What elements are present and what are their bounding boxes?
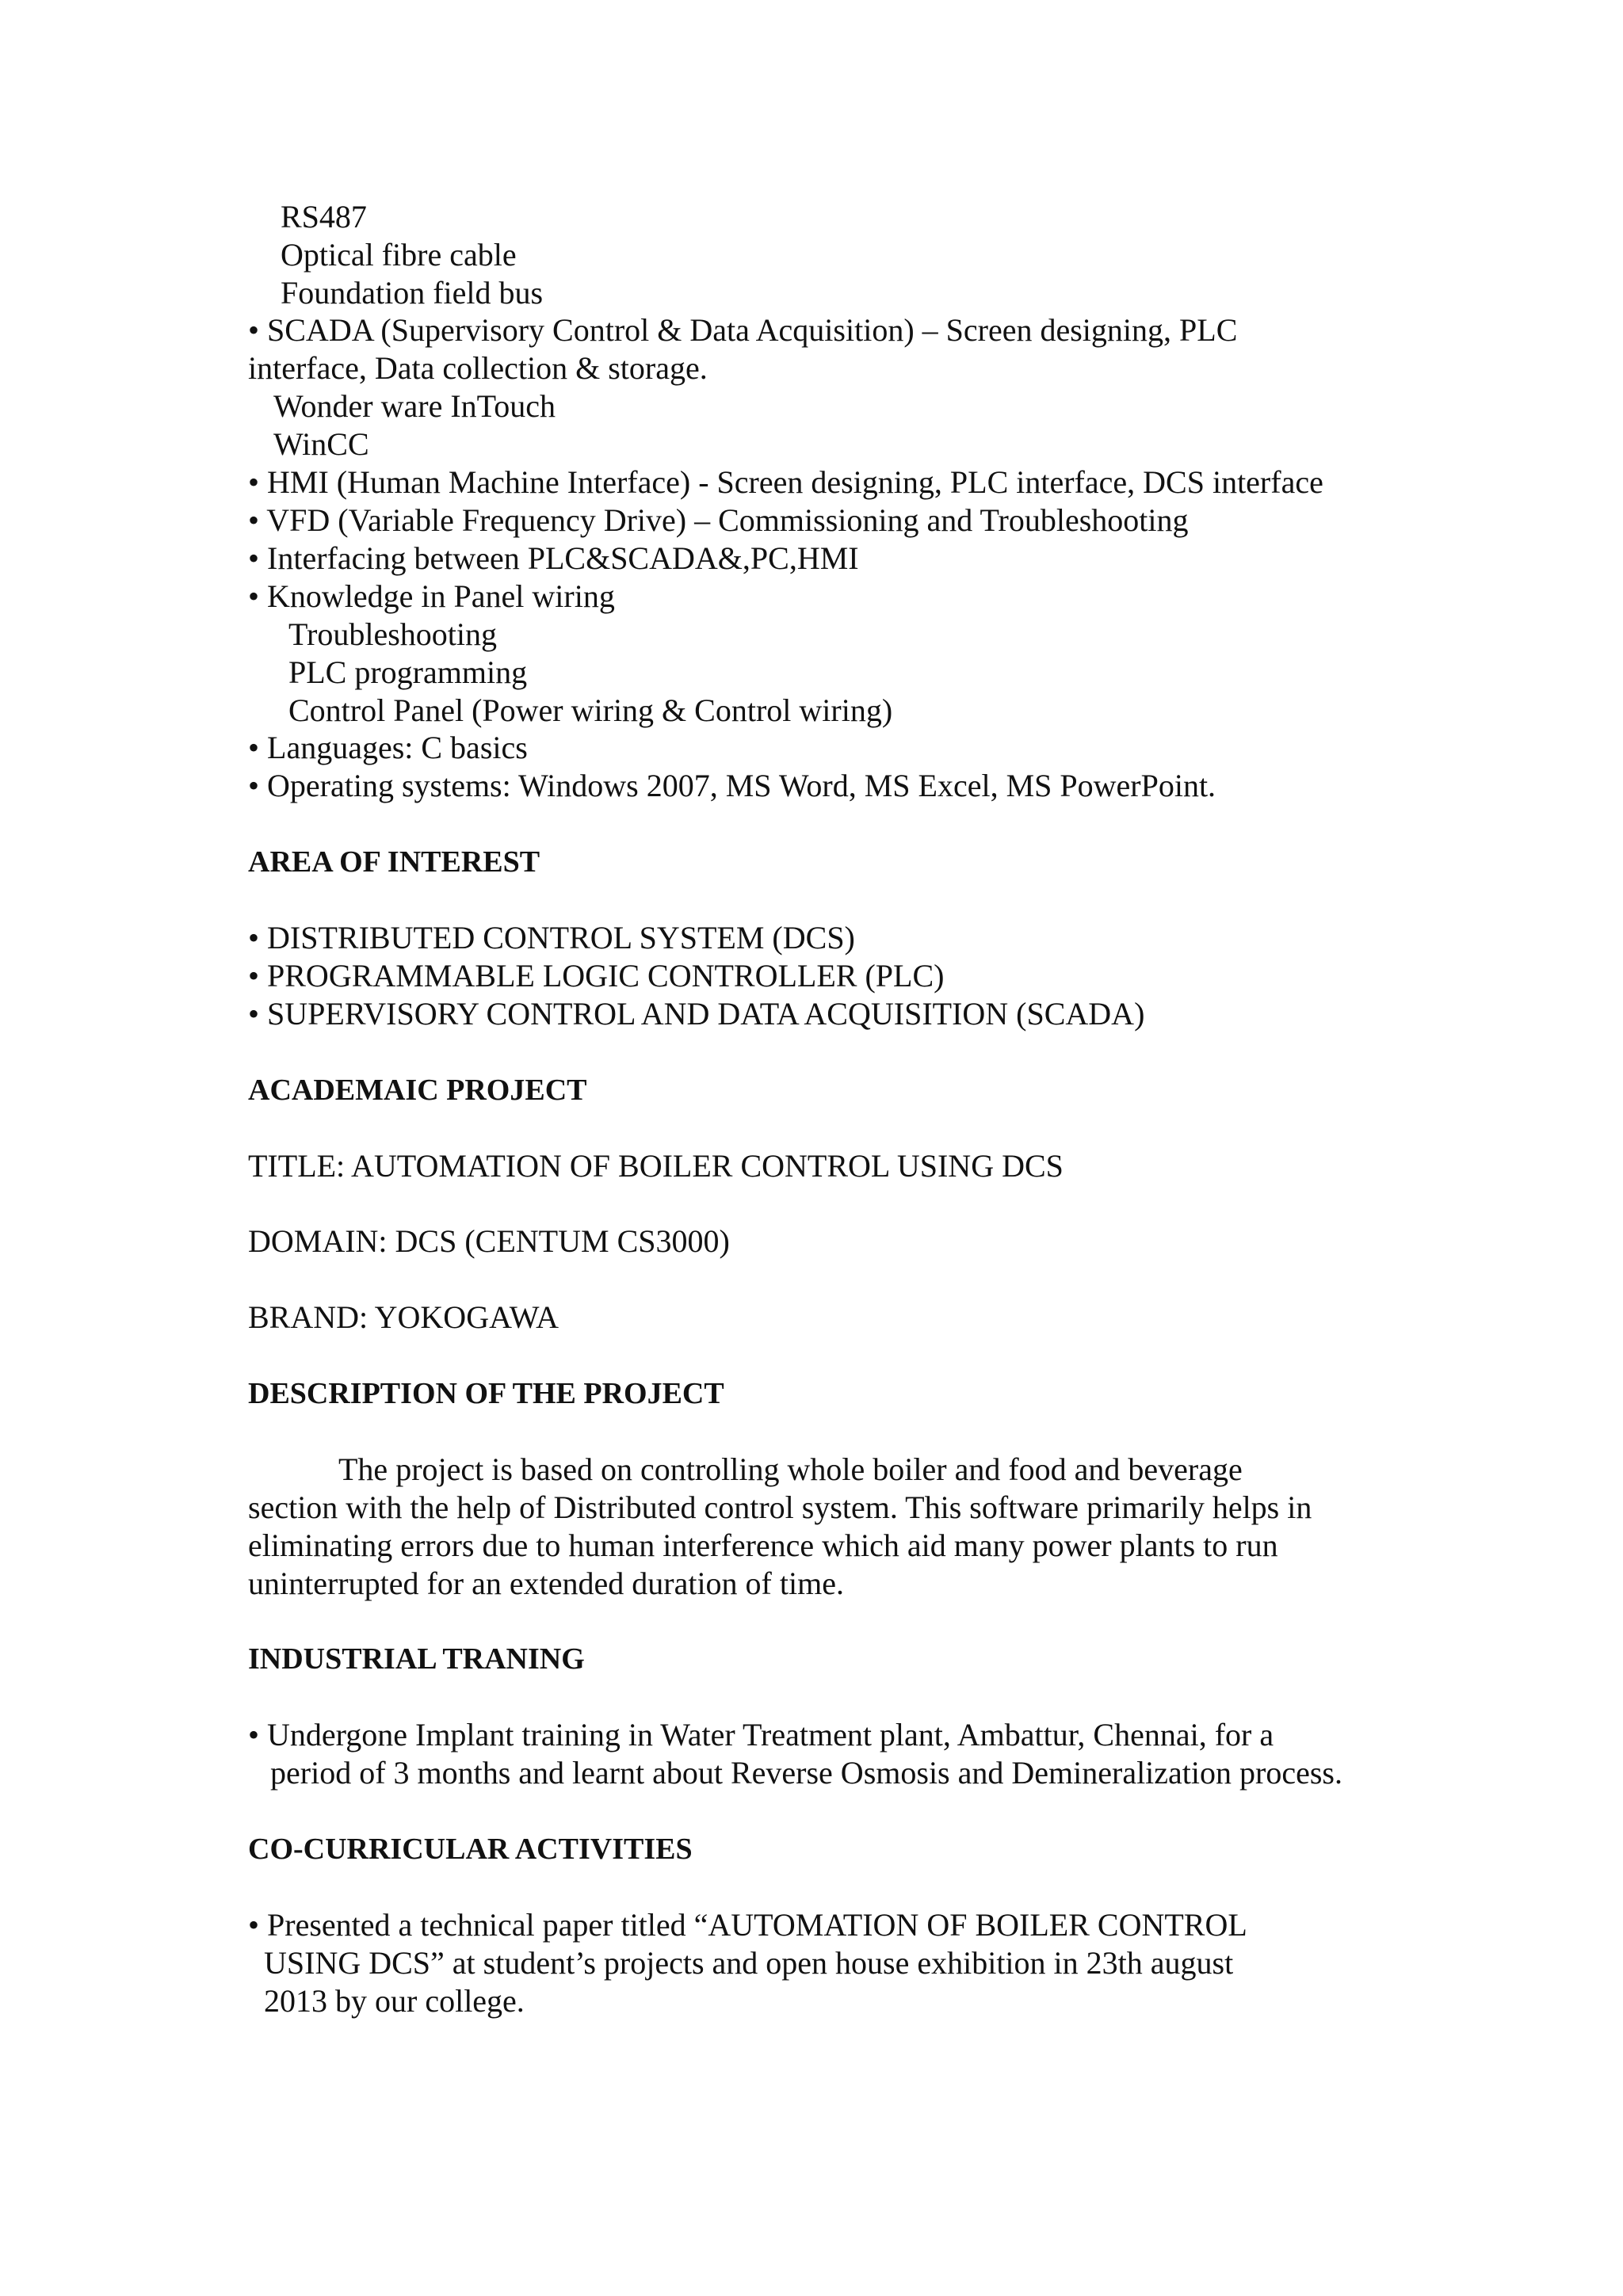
network-item-rs487: RS487	[281, 199, 367, 235]
co-curricular-line-3: 2013 by our college.	[264, 1983, 525, 2019]
interest-item-plc: • PROGRAMMABLE LOGIC CONTROLLER (PLC)	[248, 958, 945, 994]
interest-item-scada: • SUPERVISORY CONTROL AND DATA ACQUISITION (SCADA)	[248, 996, 1145, 1032]
skill-scada-line-2: interface, Data collection & storage.	[248, 350, 708, 386]
skill-languages: • Languages: C basics	[248, 730, 528, 765]
skill-hmi: • HMI (Human Machine Interface) - Screen designing, PLC interface, DCS interface	[248, 464, 1323, 500]
network-item-foundation-fieldbus: Foundation field bus	[281, 275, 544, 311]
description-line-3: eliminating errors due to human interference which aid many power plants to run	[248, 1527, 1278, 1563]
project-title: TITLE: AUTOMATION OF BOILER CONTROL USING DCS	[248, 1148, 1064, 1184]
area-of-interest-heading: AREA OF INTEREST	[248, 845, 540, 879]
training-line-1: • Undergone Implant training in Water Treatment plant, Ambattur, Chennai, for a	[248, 1717, 1274, 1753]
panel-item-plc-programming: PLC programming	[288, 654, 528, 690]
interest-item-dcs: • DISTRIBUTED CONTROL SYSTEM (DCS)	[248, 920, 855, 955]
network-item-optical-fibre: Optical fibre cable	[281, 237, 517, 273]
skill-interfacing: • Interfacing between PLC&SCADA&,PC,HMI	[248, 540, 859, 576]
description-line-4: uninterrupted for an extended duration of time.	[248, 1566, 844, 1601]
industrial-training-heading: INDUSTRIAL TRANING	[248, 1642, 585, 1676]
project-domain: DOMAIN: DCS (CENTUM CS3000)	[248, 1223, 730, 1259]
skill-vfd: • VFD (Variable Frequency Drive) – Commissioning and Troubleshooting	[248, 502, 1189, 538]
scada-item-wincc: WinCC	[273, 426, 369, 462]
panel-item-troubleshooting: Troubleshooting	[288, 616, 498, 652]
skill-scada-line-1: • SCADA (Supervisory Control & Data Acquisition) – Screen designing, PLC	[248, 312, 1238, 348]
scada-item-intouch: Wonder ware InTouch	[273, 388, 556, 424]
description-line-2: section with the help of Distributed control system. This software primarily helps in	[248, 1489, 1312, 1525]
panel-item-control-panel: Control Panel (Power wiring & Control wiring)	[288, 692, 893, 728]
co-curricular-line-2: USING DCS” at student’s projects and open house exhibition in 23th august	[264, 1945, 1234, 1981]
co-curricular-line-1: • Presented a technical paper titled “AUTOMATION OF BOILER CONTROL	[248, 1907, 1247, 1943]
skill-operating-systems: • Operating systems: Windows 2007, MS Word, MS Excel, MS PowerPoint.	[248, 768, 1216, 803]
description-heading: DESCRIPTION OF THE PROJECT	[248, 1377, 724, 1410]
description-line-1: The project is based on controlling whole boiler and food and beverage	[338, 1451, 1243, 1487]
academic-project-heading: ACADEMAIC PROJECT	[248, 1074, 587, 1107]
co-curricular-heading: CO-CURRICULAR ACTIVITIES	[248, 1833, 693, 1866]
skill-panel-wiring: • Knowledge in Panel wiring	[248, 578, 615, 614]
training-line-2: period of 3 months and learnt about Reverse Osmosis and Demineralization process.	[270, 1755, 1342, 1791]
project-brand: BRAND: YOKOGAWA	[248, 1299, 559, 1335]
